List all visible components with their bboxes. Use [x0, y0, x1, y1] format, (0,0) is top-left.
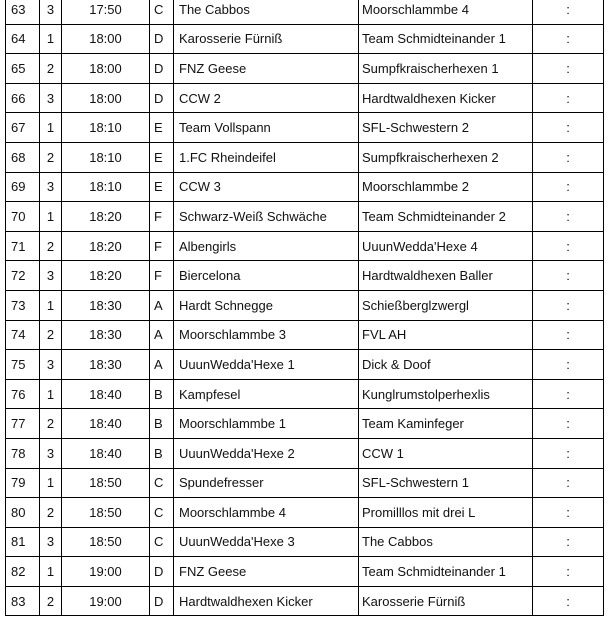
field-cell: 1: [40, 290, 62, 320]
score-cell: :: [533, 24, 604, 54]
score-cell: :: [533, 54, 604, 84]
home-team-cell: UuunWedda'Hexe 3: [174, 527, 359, 557]
time-cell: 18:20: [62, 261, 150, 291]
table-row: [6, 468, 604, 498]
home-team-cell: Moorschlammbe 3: [174, 320, 359, 350]
home-team-cell: 1.FC Rheindeifel: [174, 142, 359, 172]
time-cell: 19:00: [62, 557, 150, 587]
table-row: [6, 320, 604, 350]
table-row: [6, 0, 604, 24]
home-team-cell: UuunWedda'Hexe 2: [174, 438, 359, 468]
group-cell: E: [150, 113, 174, 143]
score-cell: :: [533, 527, 604, 557]
field-cell: 1: [40, 557, 62, 587]
home-team-cell: Schwarz-Weiß Schwäche: [174, 202, 359, 232]
time-cell: 18:50: [62, 498, 150, 528]
table-row: [6, 438, 604, 468]
table-row: [6, 527, 604, 557]
field-cell: 3: [40, 83, 62, 113]
home-team-cell: Moorschlammbe 1: [174, 409, 359, 439]
time-cell: 18:20: [62, 202, 150, 232]
away-team-cell: CCW 1: [359, 438, 533, 468]
score-cell: :: [533, 468, 604, 498]
field-cell: 1: [40, 113, 62, 143]
score-cell: :: [533, 231, 604, 261]
field-cell: 2: [40, 142, 62, 172]
table-row: [6, 379, 604, 409]
match-number-cell: 73: [6, 290, 40, 320]
away-team-cell: Karosserie Fürniß: [359, 586, 533, 616]
field-cell: 2: [40, 586, 62, 616]
table-row: [6, 113, 604, 143]
field-cell: 3: [40, 0, 62, 24]
score-cell: :: [533, 409, 604, 439]
home-team-cell: The Cabbos: [174, 0, 359, 24]
table-row: [6, 202, 604, 232]
away-team-cell: Team Schmidteinander 2: [359, 202, 533, 232]
time-cell: 18:10: [62, 142, 150, 172]
match-number-cell: 74: [6, 320, 40, 350]
match-number-cell: 64: [6, 24, 40, 54]
home-team-cell: Karosserie Fürniß: [174, 24, 359, 54]
score-cell: :: [533, 350, 604, 380]
table-row: [6, 498, 604, 528]
time-cell: 18:50: [62, 468, 150, 498]
away-team-cell: Hardtwaldhexen Kicker: [359, 83, 533, 113]
match-number-cell: 63: [6, 0, 40, 24]
time-cell: 18:00: [62, 54, 150, 84]
field-cell: 3: [40, 350, 62, 380]
away-team-cell: UuunWedda'Hexe 4: [359, 231, 533, 261]
group-cell: D: [150, 24, 174, 54]
table-row: [6, 231, 604, 261]
field-cell: 2: [40, 54, 62, 84]
away-team-cell: Sumpfkraischerhexen 1: [359, 54, 533, 84]
match-number-cell: 65: [6, 54, 40, 84]
score-cell: :: [533, 142, 604, 172]
away-team-cell: Dick & Doof: [359, 350, 533, 380]
home-team-cell: FNZ Geese: [174, 557, 359, 587]
group-cell: D: [150, 83, 174, 113]
group-cell: C: [150, 498, 174, 528]
table-row: [6, 142, 604, 172]
group-cell: F: [150, 261, 174, 291]
home-team-cell: Kampfesel: [174, 379, 359, 409]
time-cell: 18:40: [62, 409, 150, 439]
match-number-cell: 75: [6, 350, 40, 380]
field-cell: 3: [40, 527, 62, 557]
home-team-cell: CCW 3: [174, 172, 359, 202]
table-row: [6, 24, 604, 54]
home-team-cell: UuunWedda'Hexe 1: [174, 350, 359, 380]
time-cell: 17:50: [62, 0, 150, 24]
away-team-cell: Moorschlammbe 4: [359, 0, 533, 24]
match-number-cell: 76: [6, 379, 40, 409]
score-cell: :: [533, 0, 604, 24]
away-team-cell: SFL-Schwestern 1: [359, 468, 533, 498]
table-row: [6, 586, 604, 616]
home-team-cell: Moorschlammbe 4: [174, 498, 359, 528]
group-cell: B: [150, 438, 174, 468]
table-row: [6, 557, 604, 587]
table-row: [6, 261, 604, 291]
match-number-cell: 71: [6, 231, 40, 261]
score-cell: :: [533, 202, 604, 232]
time-cell: 18:10: [62, 113, 150, 143]
group-cell: A: [150, 320, 174, 350]
away-team-cell: Kunglrumstolperhexlis: [359, 379, 533, 409]
score-cell: :: [533, 438, 604, 468]
home-team-cell: Biercelona: [174, 261, 359, 291]
match-number-cell: 69: [6, 172, 40, 202]
match-number-cell: 68: [6, 142, 40, 172]
match-number-cell: 78: [6, 438, 40, 468]
group-cell: F: [150, 231, 174, 261]
score-cell: :: [533, 557, 604, 587]
group-cell: F: [150, 202, 174, 232]
home-team-cell: FNZ Geese: [174, 54, 359, 84]
score-cell: :: [533, 113, 604, 143]
home-team-cell: Hardt Schnegge: [174, 290, 359, 320]
field-cell: 2: [40, 409, 62, 439]
away-team-cell: Moorschlammbe 2: [359, 172, 533, 202]
match-number-cell: 79: [6, 468, 40, 498]
score-cell: :: [533, 379, 604, 409]
group-cell: C: [150, 468, 174, 498]
time-cell: 18:30: [62, 350, 150, 380]
match-number-cell: 72: [6, 261, 40, 291]
away-team-cell: Promilllos mit drei L: [359, 498, 533, 528]
score-cell: :: [533, 261, 604, 291]
time-cell: 18:40: [62, 379, 150, 409]
away-team-cell: Team Schmidteinander 1: [359, 24, 533, 54]
field-cell: 1: [40, 24, 62, 54]
field-cell: 2: [40, 320, 62, 350]
score-cell: :: [533, 498, 604, 528]
group-cell: C: [150, 0, 174, 24]
time-cell: 18:30: [62, 320, 150, 350]
score-cell: :: [533, 586, 604, 616]
home-team-cell: Albengirls: [174, 231, 359, 261]
group-cell: A: [150, 290, 174, 320]
group-cell: B: [150, 379, 174, 409]
time-cell: 18:10: [62, 172, 150, 202]
time-cell: 18:00: [62, 83, 150, 113]
match-number-cell: 67: [6, 113, 40, 143]
match-schedule-table: [5, 0, 604, 616]
group-cell: E: [150, 172, 174, 202]
score-cell: :: [533, 172, 604, 202]
field-cell: 3: [40, 172, 62, 202]
group-cell: E: [150, 142, 174, 172]
field-cell: 1: [40, 379, 62, 409]
away-team-cell: Team Schmidteinander 1: [359, 557, 533, 587]
time-cell: 19:00: [62, 586, 150, 616]
time-cell: 18:30: [62, 290, 150, 320]
schedule-body: [6, 0, 604, 616]
time-cell: 18:20: [62, 231, 150, 261]
field-cell: 1: [40, 468, 62, 498]
score-cell: :: [533, 290, 604, 320]
field-cell: 2: [40, 231, 62, 261]
home-team-cell: Team Vollspann: [174, 113, 359, 143]
table-row: [6, 409, 604, 439]
group-cell: D: [150, 557, 174, 587]
away-team-cell: Hardtwaldhexen Baller: [359, 261, 533, 291]
time-cell: 18:50: [62, 527, 150, 557]
table-row: [6, 83, 604, 113]
away-team-cell: Team Kaminfeger: [359, 409, 533, 439]
group-cell: D: [150, 586, 174, 616]
away-team-cell: SFL-Schwestern 2: [359, 113, 533, 143]
match-number-cell: 83: [6, 586, 40, 616]
time-cell: 18:40: [62, 438, 150, 468]
match-number-cell: 77: [6, 409, 40, 439]
table-row: [6, 290, 604, 320]
table-row: [6, 54, 604, 84]
match-number-cell: 82: [6, 557, 40, 587]
away-team-cell: The Cabbos: [359, 527, 533, 557]
home-team-cell: Spundefresser: [174, 468, 359, 498]
group-cell: B: [150, 409, 174, 439]
group-cell: D: [150, 54, 174, 84]
field-cell: 2: [40, 498, 62, 528]
away-team-cell: Schießberglzwergl: [359, 290, 533, 320]
table-row: [6, 350, 604, 380]
home-team-cell: CCW 2: [174, 83, 359, 113]
match-number-cell: 80: [6, 498, 40, 528]
time-cell: 18:00: [62, 24, 150, 54]
match-number-cell: 66: [6, 83, 40, 113]
score-cell: :: [533, 83, 604, 113]
away-team-cell: FVL AH: [359, 320, 533, 350]
field-cell: 1: [40, 202, 62, 232]
field-cell: 3: [40, 438, 62, 468]
score-cell: :: [533, 320, 604, 350]
match-number-cell: 70: [6, 202, 40, 232]
group-cell: A: [150, 350, 174, 380]
table-row: [6, 172, 604, 202]
group-cell: C: [150, 527, 174, 557]
away-team-cell: Sumpfkraischerhexen 2: [359, 142, 533, 172]
home-team-cell: Hardtwaldhexen Kicker: [174, 586, 359, 616]
field-cell: 3: [40, 261, 62, 291]
match-number-cell: 81: [6, 527, 40, 557]
